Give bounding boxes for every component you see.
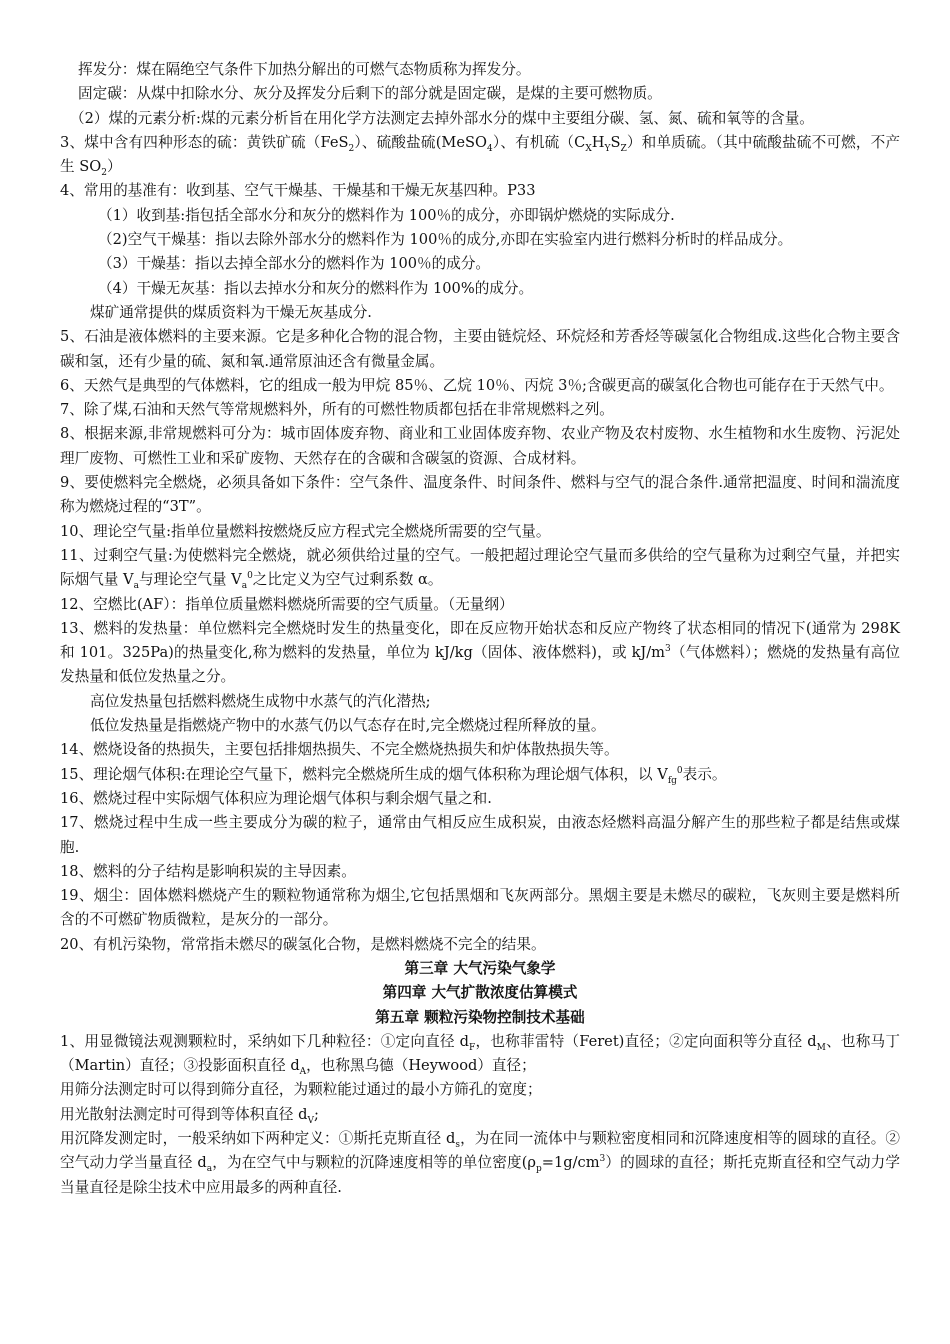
paragraph: 用筛分法测定时可以得到筛分直径，为颗粒能过通过的最小方筛孔的宽度； — [60, 1081, 542, 1099]
paragraph: （2)空气干燥基：指以去除外部水分的燃料作为 100％的成分,亦即在实验室内进行燃料分析时的样品成分。 — [98, 231, 793, 249]
paragraph: 挥发分：煤在隔绝空气条件下加热分解出的可燃气态物质称为挥发分。 — [78, 61, 531, 78]
paragraph: 3、煤中含有四种形态的硫：黄铁矿硫（FeS$_2$）、硫酸盐硫(MeSO$_4$）、有机硫$(C_XH_YS_Z)$和单质硫。（其中硫酸盐硫不可燃，不产生 $SO_2$） — [60, 133, 900, 179]
chapter-heading: 第五章 颗粒污染物控制技术基础 — [375, 1008, 585, 1026]
paragraph: 16、燃烧过程中实际烟气体积应为理论烟气体积与剩余烟气量之和. — [60, 789, 492, 807]
paragraph: 固定碳：从煤中扣除水分、灰分及挥发分后剩下的部分就是固定碳，是煤的主要可燃物质。 — [78, 85, 662, 103]
paragraph: 煤矿通常提供的煤质资料为干燥无灰基成分. — [90, 303, 372, 321]
paragraph: （2）煤的元素分析:煤的元素分析旨在用化学方法测定去掉外部水分的煤中主要组分碳、氢、氮、硫和氧等的含量。 — [70, 109, 814, 127]
paragraph: （1）收到基:指包括全部水分和灰分的燃料作为 100％的成分，亦即锅炉燃烧的实际成分. — [98, 206, 675, 224]
paragraph: 13、燃料的发热量：单位燃料完全燃烧时发生的热量变化，即在反应物开始状态和反应产物终了状态相同的情况下(通常为 298K 和 101。325Pa)的热量变化,称为燃料的发热量，单位为 kJ/kg（固体、液体燃料)，或 $kJ/m^3$（气体燃料）；燃烧的发热量有高位发热量和低位发热量之分。 — [60, 619, 901, 686]
paragraph: 7、除了煤,石油和天然气等常规燃料外，所有的可燃性物质都包括在非常规燃料之列。 — [60, 401, 614, 419]
paragraph: 6、天然气是典型的气体燃料，它的组成一般为甲烷 85％、乙烷 10％、丙烷 3％;含碳更高的碳氢化合物也可能存在于天然气中。 — [60, 376, 894, 394]
paragraph: 5、石油是液体燃料的主要来源。它是多种化合物的混合物，主要由链烷烃、环烷烃和芳香烃等碳氢化合物组成.这些化合物主要含碳和氢，还有少量的硫、氮和氧.通常原油还含有微量金属。 — [60, 328, 900, 370]
paragraph: 9、要使燃料完全燃烧，必须具备如下条件：空气条件、温度条件、时间条件、燃料与空气的混合条件.通常把温度、时间和湍流度称为燃烧过程的“3T”。 — [60, 474, 900, 516]
paragraph: 用光散射法测定时可得到等体积直径 $d_V$; — [60, 1105, 319, 1126]
paragraph: 1、用显微镜法观测颗粒时，采纳如下几种粒径：①定向直径 $d_F$，也称菲雷特（Feret)直径；②定向面积等分直径 $d_M$、也称马丁（Martin）直径；③投影面积直径 $d_A$，也称黑乌德（Heywood）直径； — [60, 1032, 900, 1078]
paragraph: 17、燃烧过程中生成一些主要成分为碳的粒子，通常由气相反应生成积炭，由液态烃燃料高温分解产生的那些粒子都是结焦或煤胞. — [60, 814, 900, 856]
paragraph: （3）干燥基：指以去掉全部水分的燃料作为 100％的成分。 — [98, 255, 491, 273]
paragraph: 15、理论烟气体积:在理论空气量下，燃料完全燃烧所生成的烟气体积称为理论烟气体积，以 $V_{fg}^0$表示。 — [60, 765, 727, 786]
paragraph: 低位发热量是指燃烧产物中的水蒸气仍以气态存在时,完全燃烧过程所释放的量。 — [90, 717, 606, 735]
paragraph: 用沉降发测定时，一般采纳如下两种定义：①斯托克斯直径 $d_s$，为在同一流体中与颗粒密度相同和沉降速度相等的圆球的直径。②空气动力学当量直径 $d_a$，为在空气中与颗粒的沉降速度相等的单位密度$(\rho_p=1g/cm^3)$的圆球的直径；斯托克斯直径和空气动力学当量直径是除尘技术中应用最多的两种直径. — [60, 1130, 900, 1196]
paragraph: 14、燃烧设备的热损失，主要包括排烟热损失、不完全燃烧热损失和炉体散热损失等。 — [60, 741, 619, 759]
chapter-heading: 第三章 大气污染气象学 — [404, 959, 556, 977]
paragraph: 18、燃料的分子结构是影响积炭的主导因素。 — [60, 862, 356, 880]
paragraph: 10、理论空气量:指单位量燃料按燃烧反应方程式完全燃烧所需要的空气量。 — [60, 522, 551, 540]
paragraph: 4、常用的基准有：收到基、空气干燥基、干燥基和干燥无灰基四种。P33 — [60, 182, 536, 200]
chapter-heading: 第四章 大气扩散浓度估算模式 — [382, 984, 578, 1002]
paragraph: 高位发热量包括燃料燃烧生成物中水蒸气的汽化潜热; — [90, 692, 431, 710]
paragraph: 8、根据来源,非常规燃料可分为：城市固体废弃物、商业和工业固体废弃物、农业产物及农村废物、水生植物和水生废物、污泥处理厂废物、可燃性工业和采矿废物、天然存在的含碳和含碳氢的资源、合成材料。 — [60, 425, 900, 467]
paragraph: 20、有机污染物，常常指未燃尽的碳氢化合物，是燃料燃烧不完全的结果。 — [60, 935, 546, 953]
paragraph: 11、过剩空气量:为使燃料完全燃烧，就必须供给过量的空气。一般把超过理论空气量而多供给的空气量称为过剩空气量，并把实际烟气量 $V_a$与理论空气量 $V_a^0$之比定义为空气过剩系数 α。 — [60, 546, 900, 592]
paragraph: 12、空燃比(AF）：指单位质量燃料燃烧所需要的空气质量。（无量纲） — [60, 595, 514, 613]
paragraph: 19、烟尘：固体燃料燃烧产生的颗粒物通常称为烟尘,它包括黑烟和飞灰两部分。黑烟主要是未燃尽的碳粒，飞灰则主要是燃料所含的不可燃矿物质微粒，是灰分的一部分。 — [60, 887, 900, 929]
paragraph: （4）干燥无灰基：指以去掉水分和灰分的燃料作为 100%的成分。 — [98, 279, 534, 297]
